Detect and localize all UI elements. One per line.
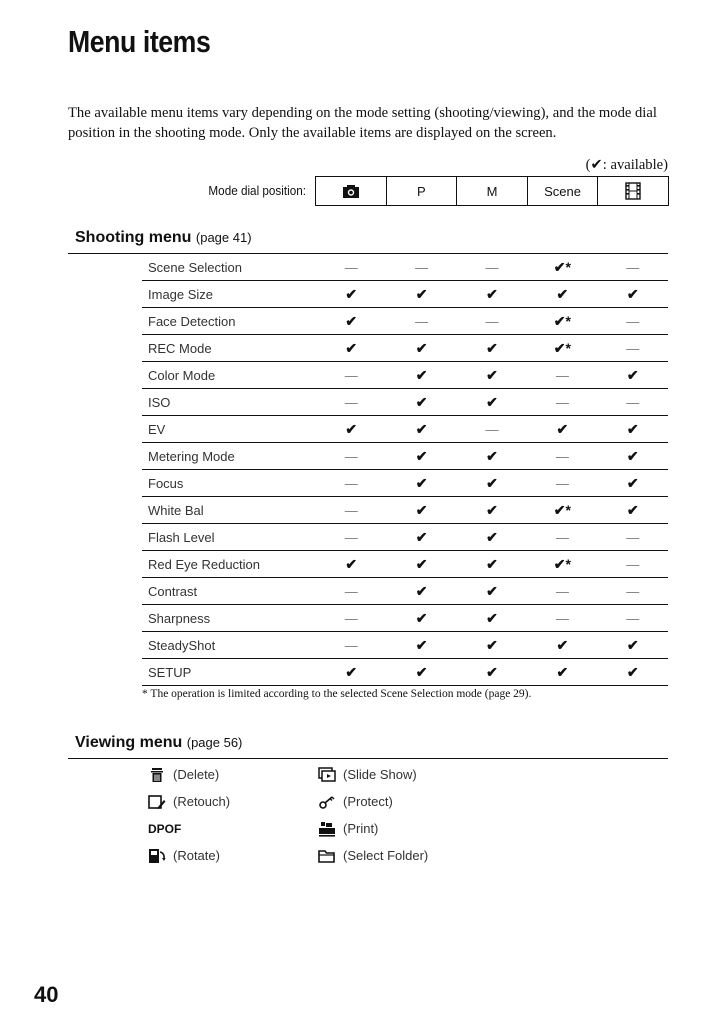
row-label: Sharpness <box>148 610 211 626</box>
available-check: ✔ <box>415 339 428 356</box>
viewing-item-label: (Select Folder) <box>343 848 429 863</box>
unavailable-dash: — <box>344 529 358 545</box>
dpof-label: DPOF <box>148 821 182 836</box>
table-row <box>142 362 668 389</box>
unavailable-dash: — <box>344 637 358 653</box>
available-check: ✔ <box>626 366 639 383</box>
available-check: ✔ <box>345 555 358 572</box>
row-label: EV <box>148 421 166 437</box>
shooting-menu-heading <box>75 229 252 247</box>
row-label: Contrast <box>148 583 198 599</box>
table-row <box>142 254 668 281</box>
auto-camera-icon <box>342 184 360 199</box>
available-check: ✔ <box>415 582 428 599</box>
row-label: Red Eye Reduction <box>148 556 261 572</box>
available-check: ✔ <box>486 528 498 545</box>
available-check: ✔ <box>415 285 428 302</box>
available-check: ✔ <box>556 285 569 302</box>
table-row <box>142 416 668 443</box>
available-check: ✔ <box>486 663 498 680</box>
unavailable-dash: — <box>485 259 499 275</box>
unavailable-dash: — <box>415 313 429 329</box>
viewing-menu-rule <box>68 758 668 759</box>
available-check: ✔ <box>626 636 639 653</box>
row-label: Focus <box>148 475 184 491</box>
row-label: Color Mode <box>148 367 216 383</box>
viewing-item-label: (Protect) <box>343 794 393 809</box>
available-check: ✔ <box>626 474 639 491</box>
row-label: SETUP <box>148 664 192 680</box>
unavailable-dash: — <box>344 367 358 383</box>
viewing-menu-page-ref: (page 56) <box>186 735 243 750</box>
table-row <box>142 497 668 524</box>
scene-footnote: * The operation is limited according to the selected Scene Selection mode (page 29). <box>142 688 532 700</box>
available-check: ✔ <box>415 393 428 410</box>
available-check: ✔ <box>486 393 498 410</box>
table-row <box>142 524 668 551</box>
viewing-item-print <box>318 819 508 838</box>
rotate-icon <box>148 848 166 864</box>
available-check: ✔ <box>415 420 428 437</box>
viewing-item-delete <box>148 765 318 784</box>
available-check: ✔ <box>415 501 428 518</box>
folder-icon <box>318 848 336 864</box>
table-row <box>142 470 668 497</box>
unavailable-dash: — <box>555 475 569 491</box>
available-check: ✔* <box>553 258 571 275</box>
shooting-menu-table <box>142 254 668 686</box>
available-check: ✔ <box>486 285 498 302</box>
available-check: ✔ <box>626 447 639 464</box>
unavailable-dash: — <box>344 610 358 626</box>
unavailable-dash: — <box>344 259 358 275</box>
available-check: ✔ <box>486 339 498 356</box>
available-check: ✔ <box>486 582 498 599</box>
available-check: ✔ <box>486 555 498 572</box>
available-check: ✔* <box>553 339 571 356</box>
viewing-item-dpof <box>148 819 318 838</box>
available-check: ✔ <box>556 420 569 437</box>
page-number: 40 <box>34 982 59 1007</box>
viewing-item-slideshow <box>318 765 508 784</box>
table-row <box>142 389 668 416</box>
available-check: ✔ <box>345 420 358 437</box>
table-row <box>142 578 668 605</box>
unavailable-dash: — <box>485 313 499 329</box>
mode-dial-header <box>315 176 669 206</box>
unavailable-dash: — <box>555 394 569 410</box>
unavailable-dash: — <box>626 340 640 356</box>
viewing-item-label: (Print) <box>343 821 379 836</box>
unavailable-dash: — <box>555 367 569 383</box>
row-label: Scene Selection <box>148 259 242 275</box>
available-check: ✔ <box>415 555 428 572</box>
table-row <box>142 335 668 362</box>
viewing-menu-title: Viewing menu <box>75 734 183 751</box>
table-row <box>142 632 668 659</box>
viewing-menu-heading <box>75 734 242 752</box>
unavailable-dash: — <box>344 448 358 464</box>
table-row <box>142 659 668 686</box>
available-check: ✔ <box>415 447 428 464</box>
unavailable-dash: — <box>344 394 358 410</box>
unavailable-dash: — <box>626 529 640 545</box>
available-check: ✔* <box>553 312 571 329</box>
unavailable-dash: — <box>626 313 640 329</box>
unavailable-dash: — <box>555 448 569 464</box>
viewing-item-retouch <box>148 792 318 811</box>
unavailable-dash: — <box>626 583 640 599</box>
available-check: ✔ <box>486 366 498 383</box>
available-check: ✔ <box>486 636 498 653</box>
dial-position-movie <box>597 177 668 205</box>
protect-key-icon <box>318 794 336 810</box>
shooting-menu-title: Shooting menu <box>75 229 192 246</box>
retouch-icon <box>148 794 166 810</box>
print-icon <box>318 821 336 837</box>
page-title: Menu items <box>68 24 211 59</box>
viewing-item-select-folder <box>318 846 508 865</box>
viewing-item-label: (Retouch) <box>173 794 231 809</box>
row-label: REC Mode <box>148 340 212 356</box>
available-check: ✔ <box>345 312 358 329</box>
intro-paragraph: The available menu items vary depending on the mode setting (shooting/viewing), and the mode dial position in the shooting mode. Only the available items are displayed on the screen. <box>68 105 657 141</box>
available-check: ✔ <box>415 663 428 680</box>
unavailable-dash: — <box>344 502 358 518</box>
row-label: Flash Level <box>148 529 215 545</box>
dial-position-m: M <box>456 177 527 205</box>
available-check: ✔* <box>553 555 571 572</box>
viewing-menu-list <box>148 765 508 865</box>
movie-icon <box>624 182 642 200</box>
available-check: ✔ <box>486 474 498 491</box>
unavailable-dash: — <box>626 556 640 572</box>
table-row <box>142 605 668 632</box>
available-check: ✔ <box>626 501 639 518</box>
unavailable-dash: — <box>626 394 640 410</box>
dial-position-p: P <box>386 177 457 205</box>
unavailable-dash: — <box>555 583 569 599</box>
available-check: ✔ <box>415 636 428 653</box>
mode-dial-label: Mode dial position: <box>208 183 306 198</box>
unavailable-dash: — <box>555 529 569 545</box>
slideshow-icon <box>318 767 336 783</box>
unavailable-dash: — <box>415 259 429 275</box>
viewing-item-label: (Rotate) <box>173 848 220 863</box>
unavailable-dash: — <box>555 610 569 626</box>
available-check: ✔ <box>556 663 569 680</box>
row-label: Face Detection <box>148 313 236 329</box>
available-check: ✔ <box>415 528 428 545</box>
available-check: ✔ <box>626 420 639 437</box>
available-check: ✔ <box>345 339 358 356</box>
available-check: ✔* <box>553 501 571 518</box>
available-check: ✔ <box>486 447 498 464</box>
available-check: ✔ <box>345 285 358 302</box>
dial-position-scene: Scene <box>527 177 598 205</box>
row-label: Image Size <box>148 286 214 302</box>
availability-legend: (✔: available) <box>585 157 668 173</box>
viewing-item-label: (Delete) <box>173 767 220 782</box>
available-check: ✔ <box>345 663 358 680</box>
row-label: White Bal <box>148 502 204 518</box>
unavailable-dash: — <box>344 475 358 491</box>
available-check: ✔ <box>415 366 428 383</box>
row-label: SteadyShot <box>148 637 216 653</box>
available-check: ✔ <box>556 636 569 653</box>
viewing-item-protect <box>318 792 508 811</box>
available-check: ✔ <box>415 609 428 626</box>
available-check: ✔ <box>626 285 639 302</box>
unavailable-dash: — <box>626 610 640 626</box>
viewing-item-rotate <box>148 846 318 865</box>
trash-icon <box>148 767 166 783</box>
available-check: ✔ <box>415 474 428 491</box>
dial-position-auto <box>316 177 386 205</box>
unavailable-dash: — <box>626 259 640 275</box>
table-row <box>142 308 668 335</box>
available-check: ✔ <box>626 663 639 680</box>
table-row <box>142 551 668 578</box>
shooting-menu-page-ref: (page 41) <box>195 230 252 245</box>
row-label: ISO <box>148 394 171 410</box>
table-row <box>142 281 668 308</box>
available-check: ✔ <box>486 501 498 518</box>
unavailable-dash: — <box>485 421 499 437</box>
available-check: ✔ <box>486 609 498 626</box>
unavailable-dash: — <box>344 583 358 599</box>
viewing-item-label: (Slide Show) <box>343 767 417 782</box>
row-label: Metering Mode <box>148 448 235 464</box>
table-row <box>142 443 668 470</box>
